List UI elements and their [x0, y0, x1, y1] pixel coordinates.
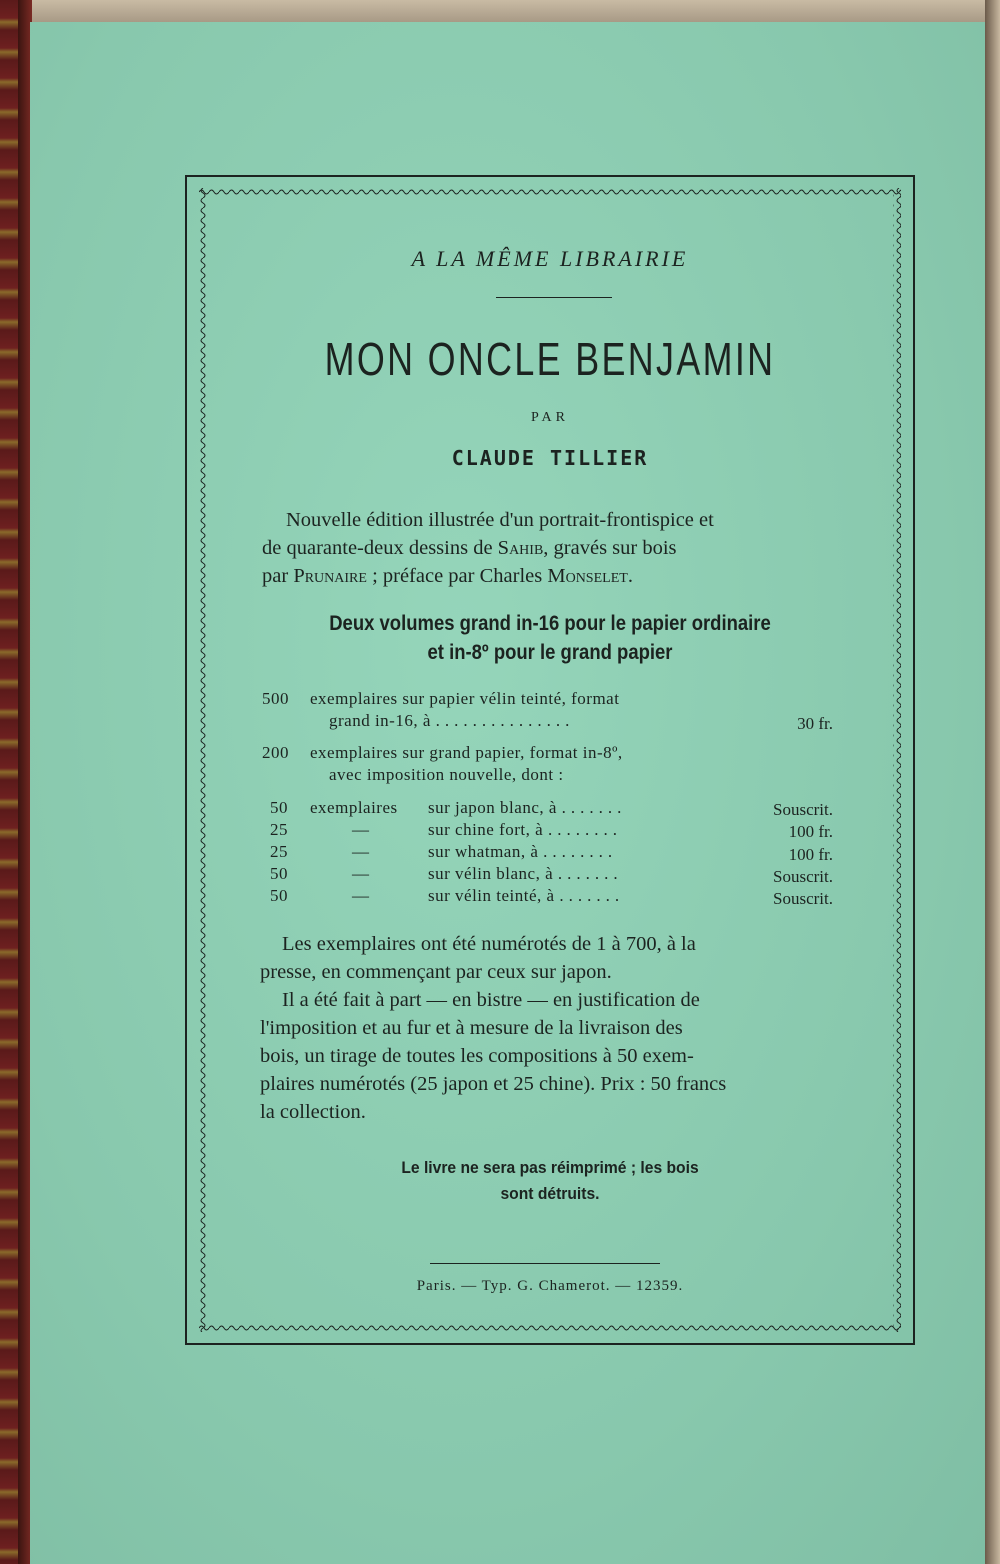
description-line-1: Nouvelle édition illustrée d'un portrait-frontispice et — [286, 509, 714, 531]
row-description: sur japon blanc, à ....... — [428, 798, 627, 817]
row-count: 50 — [270, 886, 288, 905]
illustrator-name: Sahib — [497, 537, 544, 559]
description-line-3c: . — [627, 565, 633, 587]
numbering-line-1: Les exemplaires ont été numérotés de 1 à 700, à la — [282, 933, 696, 955]
notice-line-2: sont détruits. — [500, 1184, 600, 1203]
row-description: sur vélin blanc, à ....... — [428, 864, 623, 883]
numbering-line-5: bois, un tirage de toutes les compositions à 50 exem- — [260, 1045, 694, 1067]
edition-1-line-2: grand in-16, à ............... — [329, 711, 575, 730]
row-count: 25 — [270, 820, 288, 839]
row-price: Souscrit. — [773, 889, 833, 908]
book-title: MON ONCLE BENJAMIN — [324, 333, 776, 385]
row-count: 50 — [270, 798, 288, 817]
table-row — [270, 820, 288, 840]
numbering-line-7: la collection. — [260, 1101, 366, 1123]
page-right-edge — [985, 0, 1000, 1564]
row-prefix: — — [352, 820, 370, 839]
table-row — [270, 886, 288, 906]
edition-2-count: 200 — [262, 743, 289, 762]
page-top-edge — [30, 0, 1000, 22]
row-count: 50 — [270, 864, 288, 883]
description-line-3a: par — [262, 565, 294, 587]
table-row — [270, 864, 288, 884]
numbering-paragraph — [260, 930, 840, 1126]
description-paragraph — [262, 506, 840, 590]
row-prefix: — — [352, 886, 370, 905]
edition-2-line-1: exemplaires sur grand papier, format in-8º, — [310, 743, 623, 762]
numbering-line-2: presse, en commençant par ceux sur japon. — [260, 961, 612, 983]
imprint-rule — [430, 1263, 660, 1264]
row-description: sur vélin teinté, à ....... — [428, 886, 625, 905]
publisher-header: A LA MÊME LIBRAIRIE — [411, 246, 689, 271]
description-line-3b: ; préface par Charles — [366, 565, 548, 587]
engraver-name: Prunaire — [293, 565, 367, 587]
row-count: 25 — [270, 842, 288, 861]
numbering-line-4: l'imposition et au fur et à mesure de la livraison des — [260, 1017, 683, 1039]
row-prefix: — — [352, 842, 370, 861]
header-rule — [496, 297, 612, 298]
table-row — [270, 842, 288, 862]
edition-1-count: 500 — [262, 689, 289, 708]
row-price: Souscrit. — [773, 800, 833, 819]
numbering-line-6: plaires numérotés (25 japon et 25 chine). Prix : 50 francs — [260, 1073, 727, 1095]
edition-1-line-1: exemplaires sur papier vélin teinté, format — [310, 689, 620, 708]
edition-2-line-2: avec imposition nouvelle, dont : — [329, 765, 564, 784]
edition-1-price: 30 fr. — [797, 714, 833, 733]
row-description: sur whatman, à ........ — [428, 842, 618, 861]
row-description: sur chine fort, à ........ — [428, 820, 622, 839]
row-prefix: — — [352, 864, 370, 883]
table-row — [270, 798, 288, 818]
by-label: PAR — [531, 410, 569, 425]
row-price: 100 fr. — [788, 822, 833, 841]
author-name: CLAUDE TILLIER — [451, 446, 649, 470]
description-line-2a: de quarante-deux dessins de — [262, 537, 498, 559]
format-heading-line-1: Deux volumes grand in-16 pour le papier ordinaire — [329, 612, 771, 635]
printer-imprint: Paris. — Typ. G. Chamerot. — 12359. — [416, 1278, 684, 1294]
description-line-2b: , gravés sur bois — [543, 537, 677, 559]
numbering-line-3: Il a été fait à part — en bistre — en justification de — [282, 989, 700, 1011]
row-price: 100 fr. — [788, 845, 833, 864]
notice-line-1: Le livre ne sera pas réimprimé ; les bois — [401, 1158, 699, 1177]
row-prefix: exemplaires — [310, 798, 398, 817]
preface-author-name: Monselet — [547, 565, 628, 587]
row-price: Souscrit. — [773, 867, 833, 886]
format-heading-line-2: et in-8º pour le grand papier — [427, 641, 673, 664]
